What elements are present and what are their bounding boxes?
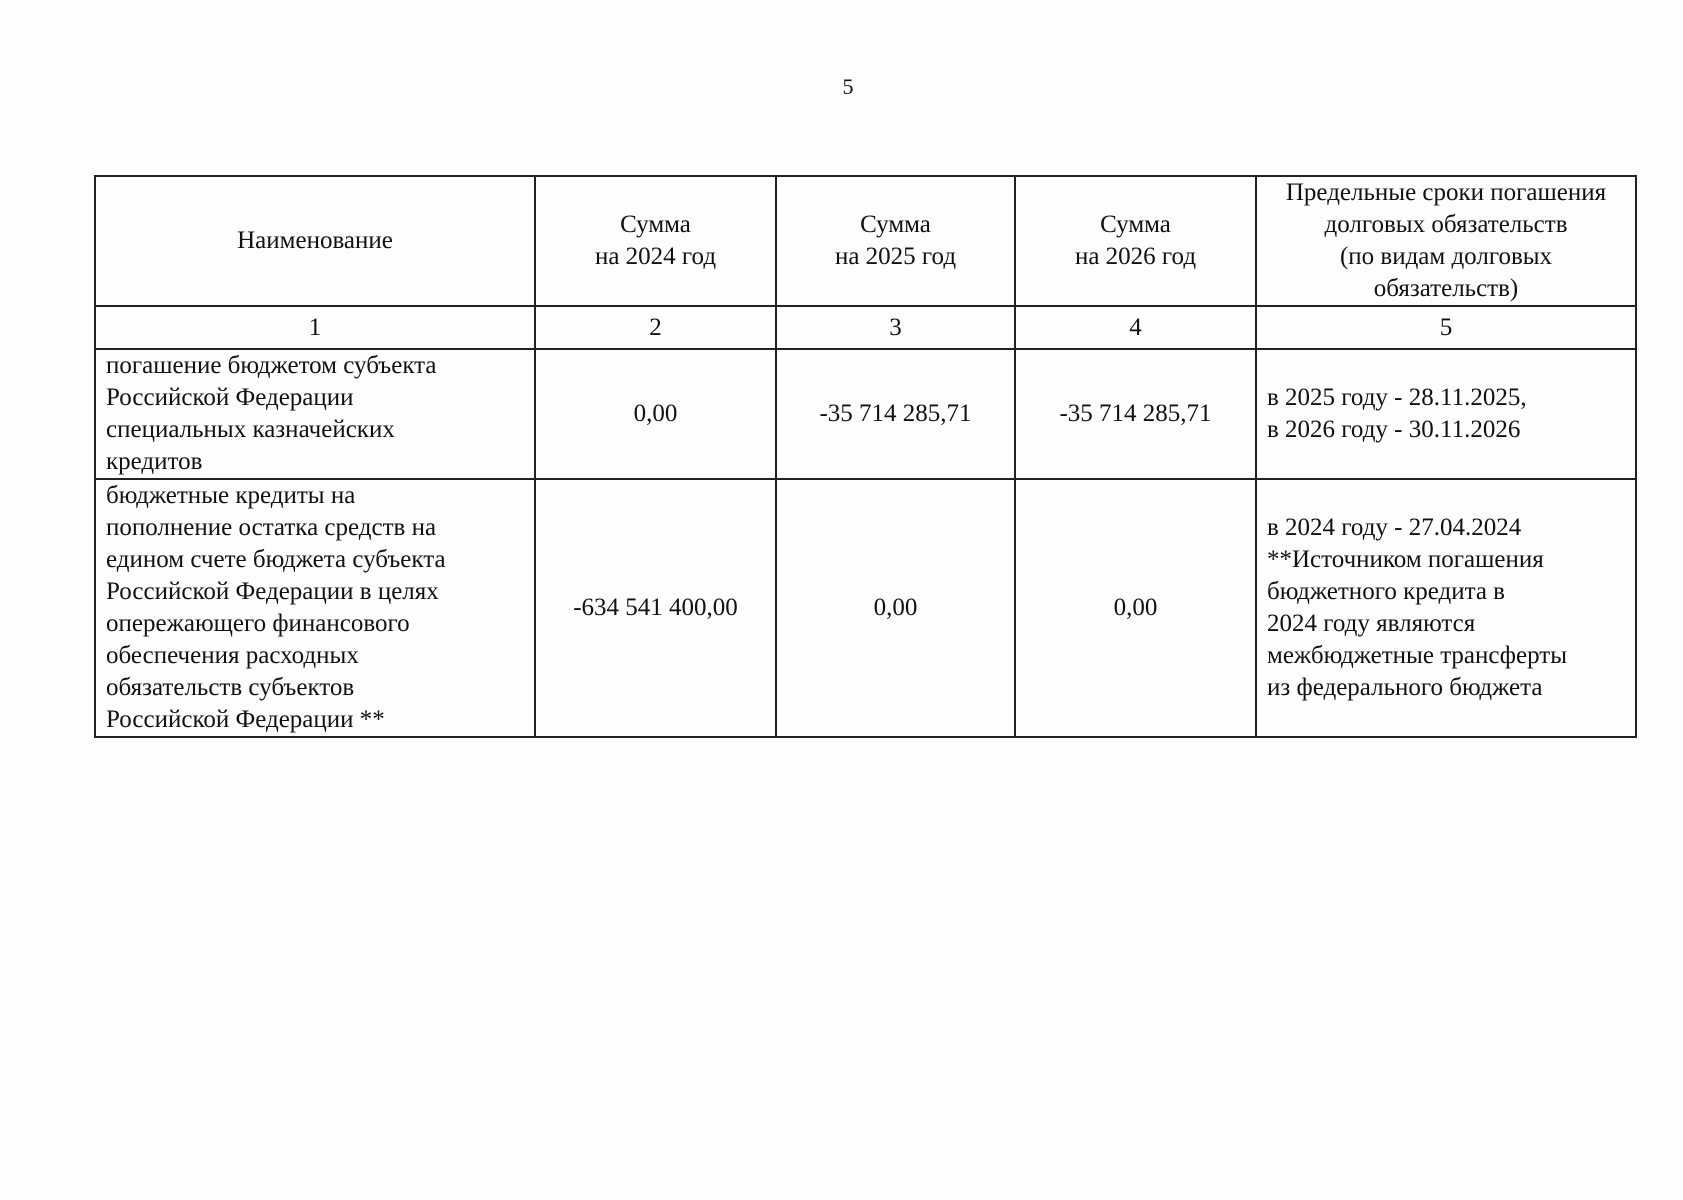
table-header-row (95, 176, 1636, 306)
row-name: погашение бюджетом субъекта Российской Федерации специальных казначейских кредитов (95, 349, 535, 479)
row-sum-2025: -35 714 285,71 (776, 349, 1015, 479)
row-deadlines: в 2024 году - 27.04.2024 **Источником погашения бюджетного кредита в 2024 году являются межбюджетные трансферты из федерального бюджета (1256, 479, 1636, 737)
table-row (95, 479, 1636, 737)
row-sum-2024: -634 541 400,00 (535, 479, 776, 737)
header-sum-2026: Сумма на 2026 год (1015, 176, 1256, 306)
column-number: 1 (95, 306, 535, 349)
page-number: 5 (842, 74, 854, 99)
row-name: бюджетные кредиты на пополнение остатка средств на едином счете бюджета субъекта Российской Федерации в целях опережающего финансового обеспечения расходных обязательств субъектов Российской Федерации ** (95, 479, 535, 737)
row-sum-2026: -35 714 285,71 (1015, 349, 1256, 479)
header-sum-2025: Сумма на 2025 год (776, 176, 1015, 306)
row-sum-2024: 0,00 (535, 349, 776, 479)
row-sum-2025: 0,00 (776, 479, 1015, 737)
row-deadlines: в 2025 году - 28.11.2025, в 2026 году - 30.11.2026 (1256, 349, 1636, 479)
header-name: Наименование (95, 176, 535, 306)
header-sum-2024: Сумма на 2024 год (535, 176, 776, 306)
column-number: 3 (776, 306, 1015, 349)
column-number-row (95, 306, 1636, 349)
debt-table (94, 175, 1637, 738)
header-deadlines: Предельные сроки погашения долговых обязательств (по видам долговых обязательств) (1256, 176, 1636, 306)
column-number: 2 (535, 306, 776, 349)
column-number: 4 (1015, 306, 1256, 349)
table-row (95, 349, 1636, 479)
row-sum-2026: 0,00 (1015, 479, 1256, 737)
column-number: 5 (1256, 306, 1636, 349)
